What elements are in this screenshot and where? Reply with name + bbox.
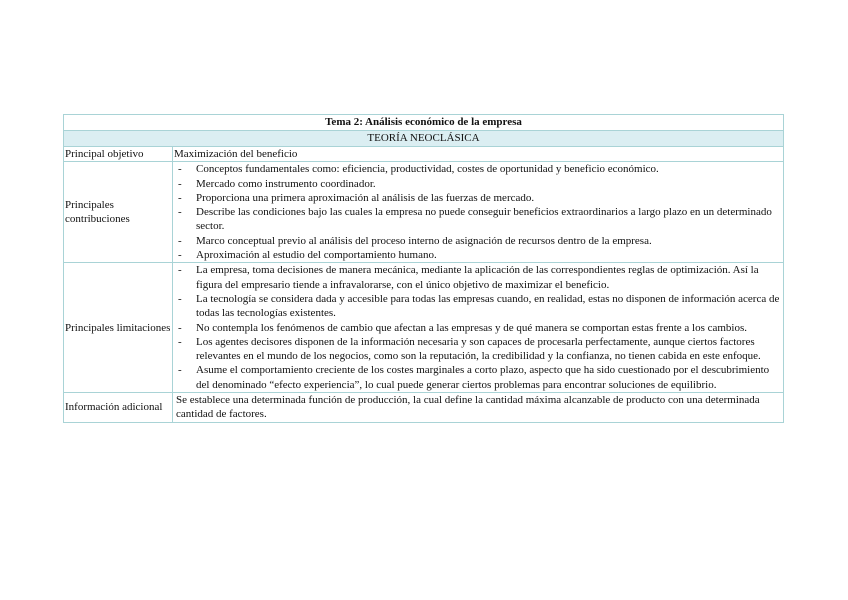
table-row (64, 393, 784, 423)
row-value (173, 162, 784, 263)
table-row (64, 263, 784, 393)
list-item: - Conceptos fundamentales como: eficiencia, productividad, costes de oportunidad y beneficio económico. (176, 162, 782, 176)
list-item: - Mercado como instrumento coordinador. (176, 177, 782, 191)
list-item: - Asume el comportamiento creciente de los costes marginales a corto plazo, aspecto que ha sido cuestionado por el descubrimiento del denominado “efecto experiencia”, lo cual puede generar ciertos problemas para encontrar soluciones de equilibrio. (176, 363, 782, 392)
row-label: Principal objetivo (64, 147, 173, 162)
row-value: Maximización del beneficio (173, 147, 784, 162)
list-item: - La empresa, toma decisiones de manera mecánica, mediante la aplicación de las correspondientes reglas de optimización. Así la figura del empresario tiende a infravalorarse, con el único objetivo de maximizar el beneficio. (176, 263, 782, 292)
table-subtitle: TEORÍA NEOCLÁSICA (64, 131, 784, 147)
row-value (173, 263, 784, 393)
list-item: - Los agentes decisores disponen de la información necesaria y son capaces de procesarla perfectamente, aunque ciertos factores relevantes en el mundo de los negocios, como son la reputación, la credibilidad y la confianza, no tienen cabida en este enfoque. (176, 335, 782, 364)
theory-table (63, 114, 784, 423)
contributions-list (174, 162, 782, 262)
list-item: - Aproximación al estudio del comportamiento humano. (176, 248, 782, 262)
row-value: Se establece una determinada función de producción, la cual define la cantidad máxima alcanzable de producto con una determinada cantidad de factores. (173, 393, 784, 423)
limitations-list (174, 263, 782, 392)
row-label: Información adicional (64, 393, 173, 423)
table-row (64, 147, 784, 162)
list-item: - No contempla los fenómenos de cambio que afectan a las empresas y de qué manera se comportan estas frente a los cambios. (176, 321, 782, 335)
row-label: Principales contribuciones (64, 162, 173, 263)
list-item: - La tecnología se considera dada y accesible para todas las empresas cuando, en realidad, estas no disponen de información acerca de todas las tecnologías existentes. (176, 292, 782, 321)
table-title: Tema 2: Análisis económico de la empresa (64, 115, 784, 131)
row-label: Principales limitaciones (64, 263, 173, 393)
list-item: - Describe las condiciones bajo las cuales la empresa no puede conseguir beneficios extraordinarios a largo plazo en un determinado sector. (176, 205, 782, 234)
table-row (64, 162, 784, 263)
list-item: - Marco conceptual previo al análisis del proceso interno de asignación de recursos dentro de la empresa. (176, 234, 782, 248)
list-item: - Proporciona una primera aproximación al análisis de las fuerzas de mercado. (176, 191, 782, 205)
